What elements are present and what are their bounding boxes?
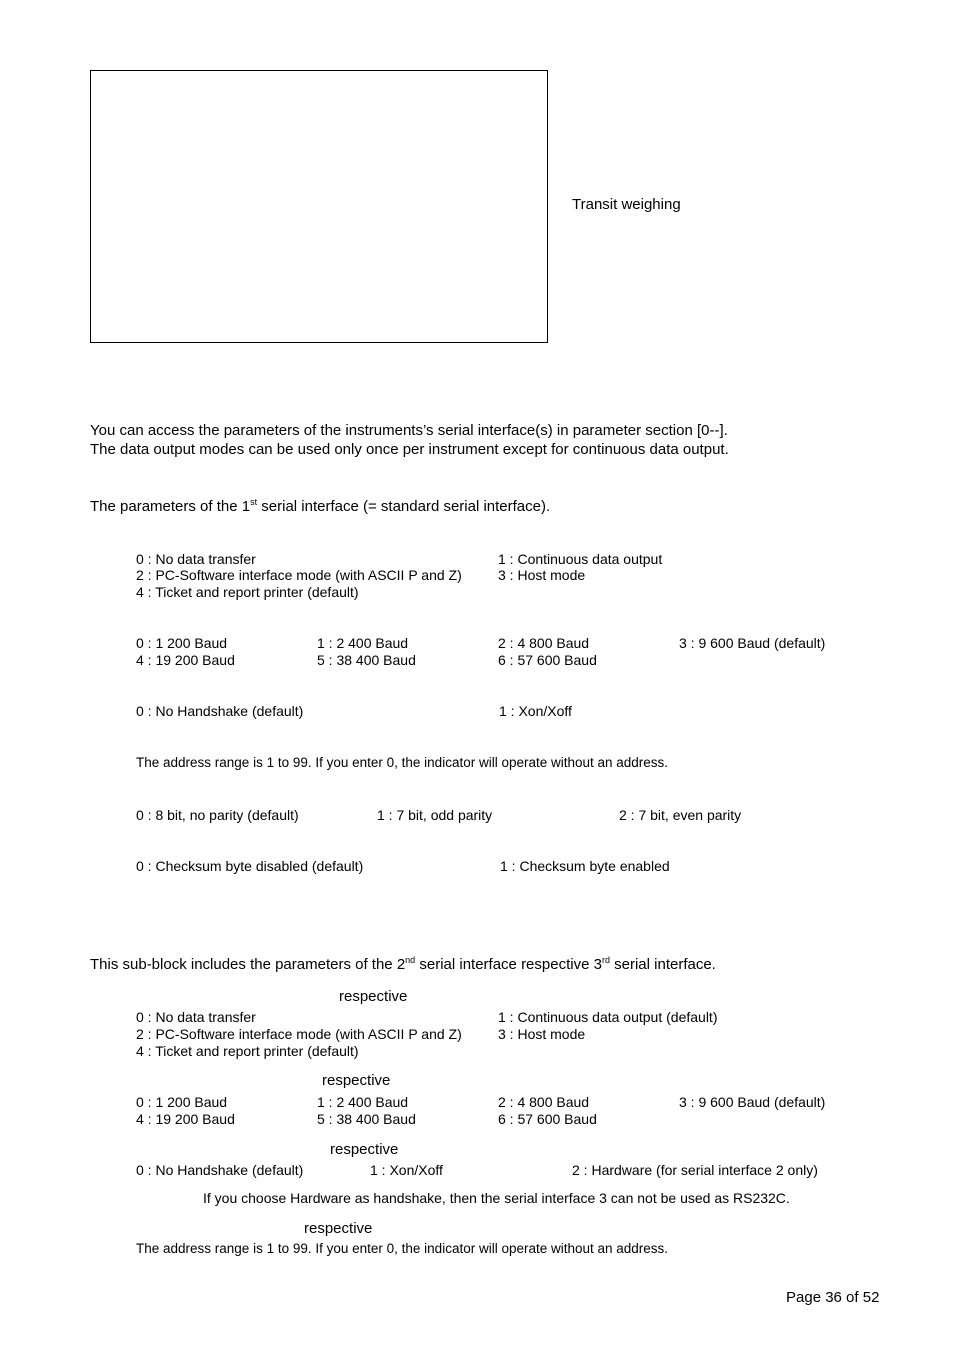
figure-frame: [90, 70, 548, 343]
option-item: 1 : Xon/Xoff: [370, 1162, 443, 1178]
heading-sup: st: [250, 497, 258, 507]
option-item: 3 : Host mode: [498, 1026, 586, 1042]
option-item: 4 : 19 200 Baud: [136, 652, 235, 668]
option-item: 6 : 57 600 Baud: [498, 1111, 597, 1127]
option-item: 1 : Checksum byte enabled: [500, 858, 670, 874]
option-item: 2 : 4 800 Baud: [498, 635, 590, 651]
hardware-note: If you choose Hardware as handshake, then the serial interface 3 can not be used as RS232C.: [203, 1190, 790, 1206]
second-interface-heading: [90, 956, 716, 974]
address-note: The address range is 1 to 99. If you enter 0, the indicator will operate without an address.: [136, 755, 669, 770]
option-item: 6 : 57 600 Baud: [498, 652, 597, 668]
heading-sup: nd: [405, 955, 416, 965]
option-item: 0 : No Handshake (default): [136, 703, 304, 719]
option-item: 3 : 9 600 Baud (default): [679, 635, 826, 651]
option-item: 5 : 38 400 Baud: [317, 652, 416, 668]
respective-label: respective: [330, 1141, 399, 1158]
option-item: 4 : Ticket and report printer (default): [136, 1043, 359, 1059]
heading-text: serial interface respective 3: [415, 956, 602, 973]
option-item: 0 : 8 bit, no parity (default): [136, 807, 299, 823]
option-item: 2 : 7 bit, even parity: [619, 807, 742, 823]
option-item: 0 : No data transfer: [136, 1009, 256, 1025]
option-item: 0 : No data transfer: [136, 551, 256, 567]
option-item: 2 : Hardware (for serial interface 2 only): [572, 1162, 818, 1178]
heading-text: serial interface (= standard serial interface).: [257, 498, 551, 515]
address-note: The address range is 1 to 99. If you enter 0, the indicator will operate without an address.: [136, 1241, 669, 1256]
page-number: Page 36 of 52: [786, 1289, 880, 1306]
heading-sup: rd: [601, 955, 610, 965]
option-item: 2 : PC-Software interface mode (with ASCII P and Z): [136, 1026, 462, 1042]
first-interface-heading: [90, 498, 550, 516]
option-item: 4 : Ticket and report printer (default): [136, 584, 359, 600]
option-item: 5 : 38 400 Baud: [317, 1111, 416, 1127]
option-item: 1 : Continuous data output: [498, 551, 663, 567]
intro-line-1: You can access the parameters of the instruments’s serial interface(s) in parameter section [0--].: [90, 422, 728, 439]
option-item: 2 : 4 800 Baud: [498, 1094, 590, 1110]
option-item: 1 : 2 400 Baud: [317, 1094, 409, 1110]
heading-text: The parameters of the 1: [90, 498, 251, 515]
respective-label: respective: [304, 1220, 373, 1237]
heading-text: This sub-block includes the parameters of the 2: [90, 956, 406, 973]
option-item: 0 : No Handshake (default): [136, 1162, 304, 1178]
option-item: 1 : Xon/Xoff: [499, 703, 572, 719]
intro-line-2: The data output modes can be used only once per instrument except for continuous data output.: [90, 441, 729, 458]
option-item: 3 : 9 600 Baud (default): [679, 1094, 826, 1110]
option-item: 2 : PC-Software interface mode (with ASCII P and Z): [136, 567, 462, 583]
option-item: 3 : Host mode: [498, 567, 586, 583]
option-item: 0 : 1 200 Baud: [136, 635, 228, 651]
figure-caption: Transit weighing: [572, 196, 681, 213]
option-item: 1 : 2 400 Baud: [317, 635, 409, 651]
option-item: 0 : 1 200 Baud: [136, 1094, 228, 1110]
option-item: 1 : 7 bit, odd parity: [377, 807, 493, 823]
heading-text: serial interface.: [609, 956, 716, 973]
respective-label: respective: [322, 1072, 391, 1089]
option-item: 4 : 19 200 Baud: [136, 1111, 235, 1127]
option-item: 0 : Checksum byte disabled (default): [136, 858, 364, 874]
respective-label: respective: [339, 988, 408, 1005]
option-item: 1 : Continuous data output (default): [498, 1009, 718, 1025]
